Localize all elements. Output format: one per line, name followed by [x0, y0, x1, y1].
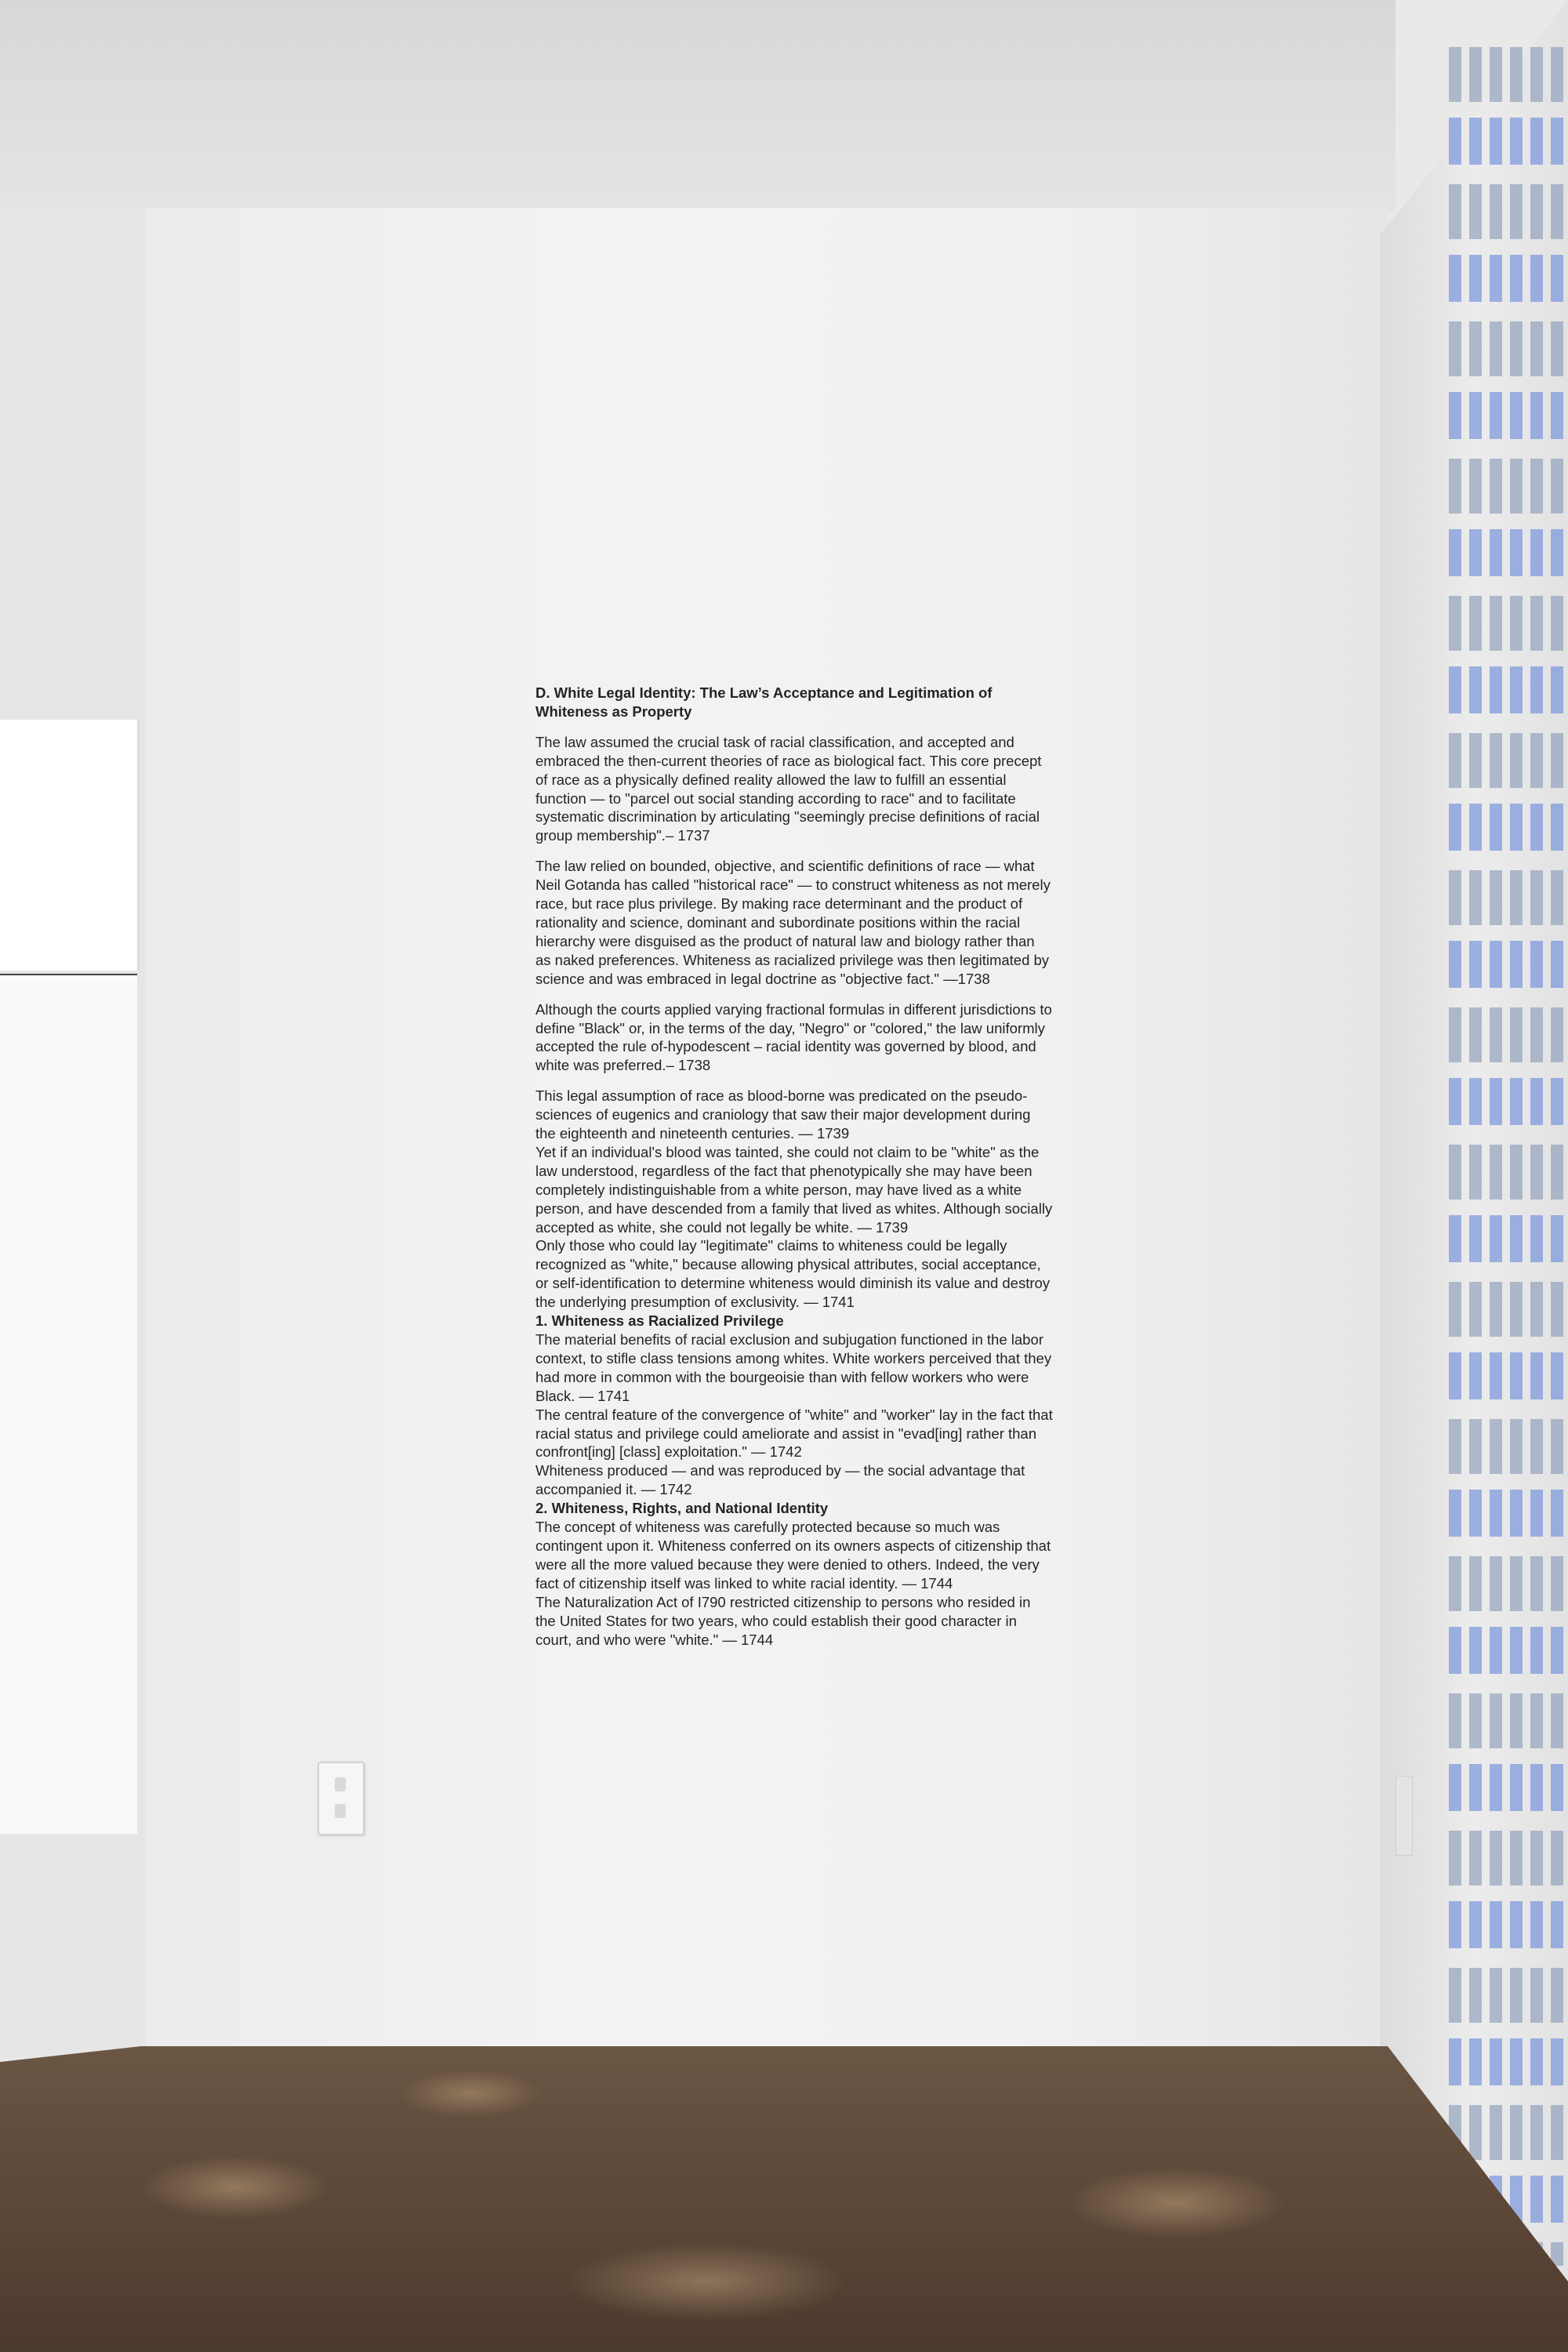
wall-text-paragraph: Whiteness produced — and was reproduced by — the social advantage that accompanied it. — 1742: [535, 1462, 1025, 1498]
text-column: [1490, 47, 1502, 2266]
text-column: [1449, 47, 1461, 2266]
wall-text-heading: D. White Legal Identity: The Law’s Acceptance and Legitimation of Whiteness as Property: [535, 684, 993, 720]
wall-text-paragraph: Although the courts applied varying fractional formulas in different jurisdictions to define "Black" or, in the terms of the day, "Negro" or "colored," the law uniformly accepted the rule of-hypodescent – racial identity was governed by blood, and white was preferred.– 1738: [535, 1000, 1052, 1074]
wall-text-paragraph: Only those who could lay "legitimate" claims to whiteness could be legally recognized as "white," because allowing physical attributes, social acceptance, or self-identification to determine whiteness would diminish its value and destroy the underlying presumption of exclusivity. — 1741: [535, 1237, 1051, 1311]
text-column: [1530, 47, 1543, 2266]
section-title: 1. Whiteness as Racialized Privilege: [535, 1312, 784, 1330]
wall-text: [535, 684, 1053, 1649]
wall-text-paragraph: The law relied on bounded, objective, and scientific definitions of race — what Neil Gotanda has called "historical race" — to construct whiteness as not merely race, but race plus privilege. By making race determinant and the product of rationality and science, dominant and subordinate positions within the racial hierarchy were disguised as the product of natural law and biology rather than as naked preferences. Whiteness as racialized privilege was then legitimated by science and was embraced in legal doctrine as "objective fact." —1738: [535, 858, 1051, 987]
doorway-panel: [0, 974, 137, 1834]
text-column: [1510, 47, 1523, 2266]
wall-text-paragraph: The material benefits of racial exclusion and subjugation functioned in the labor context, to stifle class tensions among whites. White workers perceived that they had more in common with the bourgeoisie than with fellow workers who were Black. — 1741: [535, 1331, 1052, 1404]
section-title: 2. Whiteness, Rights, and National Identity: [535, 1500, 829, 1517]
concrete-floor: [0, 2046, 1568, 2352]
right-wall-text-columns: [1443, 47, 1568, 2266]
wall-text-paragraph: The concept of whiteness was carefully protected because so much was contingent upon it. Whiteness conferred on its owners aspects of citizenship that were all the more valued because they were denied to others. Indeed, the very fact of citizenship itself was linked to white racial identity. — 1744: [535, 1519, 1051, 1592]
wall-text-paragraph: The central feature of the convergence of "white" and "worker" lay in the fact that racial status and privilege could ameliorate and assist in "evad[ing] rather than confront[ing] [class] exploitation." — 1742: [535, 1406, 1053, 1461]
doorway-light: [0, 720, 140, 971]
ceiling: [0, 0, 1396, 212]
wall-outlet: [318, 1762, 365, 1835]
text-column: [1469, 47, 1482, 2266]
text-column: [1551, 47, 1563, 2266]
wall-outlet-right: [1396, 1776, 1413, 1856]
wall-text-paragraph: This legal assumption of race as blood-borne was predicated on the pseudo-sciences of eugenics and craniology that saw their major development during the eighteenth and nineteenth centuries. — 1739: [535, 1087, 1031, 1142]
wall-text-paragraph: The law assumed the crucial task of racial classification, and accepted and embraced the then-current theories of race as biological fact. This core precept of race as a physically defined reality allowed the law to fulfill an essential function — to "parcel out social standing according to race" and to facilitate systematic discrimination by articulating "seemingly precise definitions of racial group membership".– 1737: [535, 733, 1042, 844]
wall-text-paragraph: Yet if an individual's blood was tainted, she could not claim to be "white" as the law understood, regardless of the fact that phenotypically she may have been completely indistinguishable from a white person, may have lived as a white person, and have descended from a family that lived as whites. Although socially accepted as white, she could not legally be white. — 1739: [535, 1143, 1053, 1236]
wall-text-paragraph: The Naturalization Act of I790 restricted citizenship to persons who resided in the United States for two years, who could establish their good character in court, and who were "white." — 1744: [535, 1593, 1031, 1648]
